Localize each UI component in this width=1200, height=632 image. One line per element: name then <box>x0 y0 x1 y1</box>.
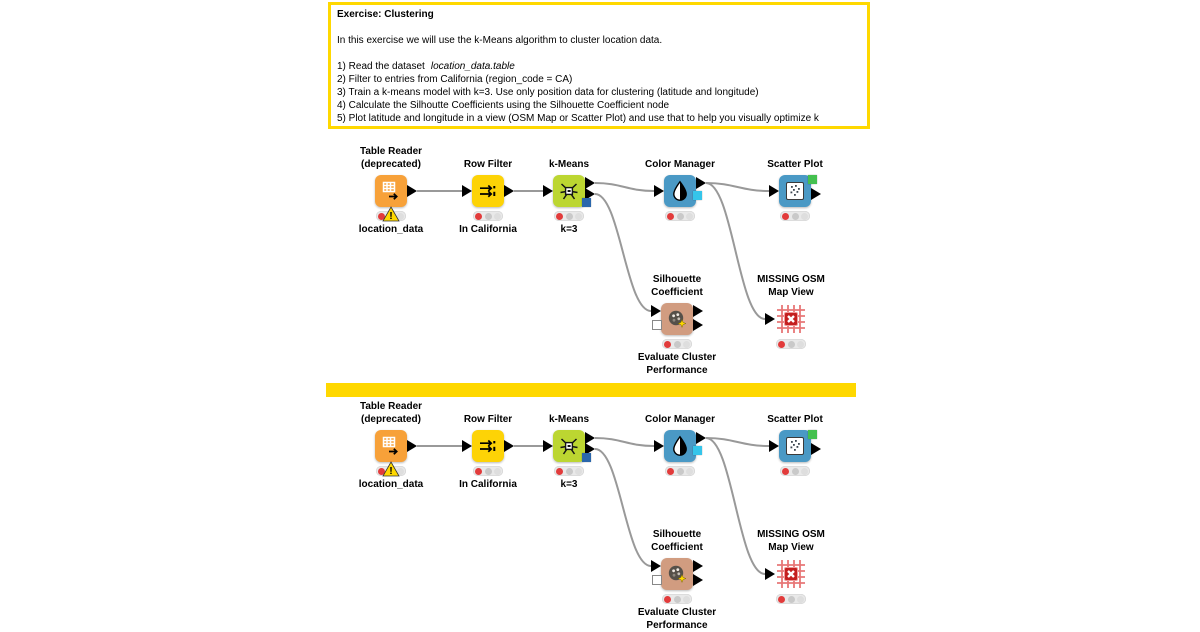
svg-text:!: ! <box>389 465 393 477</box>
node-caption-line: Evaluate Cluster <box>637 607 717 618</box>
input-port[interactable] <box>651 305 661 317</box>
input-port[interactable] <box>543 185 553 197</box>
status-off-dot <box>683 341 690 348</box>
input-port[interactable] <box>654 185 664 197</box>
node-table-reader[interactable] <box>375 175 407 207</box>
status-off-dot <box>485 213 492 220</box>
node-title-line: Color Manager <box>644 159 715 170</box>
node-caption-line: k=3 <box>560 224 578 235</box>
kmeans-cluster-icon <box>557 434 581 458</box>
kmeans-cluster-icon <box>557 179 581 203</box>
node-silhouette[interactable] <box>661 558 693 590</box>
node-title-line: Color Manager <box>644 414 715 425</box>
status-off-dot <box>566 213 573 220</box>
input-port[interactable] <box>654 440 664 452</box>
missing-node-icon <box>775 303 807 335</box>
node-caption <box>617 351 737 377</box>
node-scatter-plot[interactable] <box>779 430 811 462</box>
output-port[interactable] <box>504 440 514 452</box>
output-port[interactable] <box>693 560 703 572</box>
row-filter-icon <box>476 179 500 203</box>
node-title <box>509 158 629 171</box>
step1-dataset-name: location_data.table <box>430 61 515 72</box>
node-caption <box>617 606 737 632</box>
node-caption <box>509 478 629 491</box>
node-title <box>617 528 737 554</box>
node-title <box>731 528 851 554</box>
traffic-light <box>780 211 810 221</box>
status-off-dot <box>801 468 808 475</box>
node-title-line: Coefficient <box>651 287 703 298</box>
traffic-light <box>473 211 503 221</box>
node-title <box>620 158 740 171</box>
input-port[interactable] <box>462 185 472 197</box>
annotation-step-5: 5) Plot latitude and longitude in a view (OSM Map or Scatter Plot) and use that to help you visually optimize k <box>337 113 819 124</box>
status-red-dot <box>664 341 671 348</box>
status-off-dot <box>797 596 804 603</box>
node-title-line: Row Filter <box>463 159 513 170</box>
status-off-dot <box>566 468 573 475</box>
status-off-dot <box>677 213 684 220</box>
output-port[interactable] <box>808 430 817 439</box>
node-title-line: Silhouette <box>652 274 702 285</box>
traffic-light <box>665 466 695 476</box>
row-filter-icon <box>476 434 500 458</box>
input-port[interactable] <box>462 440 472 452</box>
status-off-dot <box>797 341 804 348</box>
silhouette-cluster-icon <box>665 562 689 586</box>
node-title-line: MISSING OSM <box>757 529 825 540</box>
node-color-manager[interactable] <box>664 175 696 207</box>
node-title <box>735 413 855 426</box>
status-red-dot <box>667 213 674 220</box>
node-title-line: Map View <box>768 287 814 298</box>
status-off-dot <box>674 596 681 603</box>
output-port[interactable] <box>693 319 703 331</box>
node-k-means[interactable] <box>553 175 585 207</box>
node-caption <box>509 223 629 236</box>
scatter-plot-icon <box>783 179 807 203</box>
node-title <box>735 158 855 171</box>
input-port[interactable] <box>652 320 662 330</box>
node-caption-line: Performance <box>646 365 708 376</box>
node-title <box>617 273 737 299</box>
input-port[interactable] <box>769 440 779 452</box>
output-port[interactable] <box>582 453 591 462</box>
warning-triangle-icon <box>382 206 400 222</box>
status-off-dot <box>788 341 795 348</box>
output-port[interactable] <box>811 443 821 455</box>
output-port[interactable] <box>693 191 702 200</box>
output-port[interactable] <box>582 198 591 207</box>
input-port[interactable] <box>769 185 779 197</box>
output-port[interactable] <box>808 175 817 184</box>
node-row-filter[interactable] <box>472 175 504 207</box>
node-title-line: Scatter Plot <box>767 414 823 425</box>
node-row-filter[interactable] <box>472 430 504 462</box>
node-title-line: (deprecated) <box>360 414 421 425</box>
color-droplet-icon <box>668 179 692 203</box>
traffic-light <box>662 594 692 604</box>
output-port[interactable] <box>811 188 821 200</box>
node-caption-line: Performance <box>646 620 708 631</box>
status-off-dot <box>677 468 684 475</box>
status-off-dot <box>686 468 693 475</box>
status-red-dot <box>664 596 671 603</box>
node-osm[interactable] <box>775 303 807 335</box>
status-off-dot <box>674 341 681 348</box>
table-icon <box>379 434 403 458</box>
status-off-dot <box>575 213 582 220</box>
annotation-step-4: 4) Calculate the Silhoutte Coefficients using the Silhouette Coefficient node <box>337 100 670 111</box>
status-red-dot <box>556 468 563 475</box>
node-title-line: k-Means <box>548 159 589 170</box>
output-port[interactable] <box>693 446 702 455</box>
node-color-manager[interactable] <box>664 430 696 462</box>
node-caption-line: location_data <box>358 224 424 235</box>
status-red-dot <box>667 468 674 475</box>
input-port[interactable] <box>765 313 775 325</box>
status-red-dot <box>778 596 785 603</box>
silhouette-cluster-icon <box>665 307 689 331</box>
node-k-means[interactable] <box>553 430 585 462</box>
status-red-dot <box>556 213 563 220</box>
node-scatter-plot[interactable] <box>779 175 811 207</box>
status-red-dot <box>782 213 789 220</box>
node-title-line: Scatter Plot <box>767 159 823 170</box>
missing-node-icon <box>775 558 807 590</box>
scatter-plot-icon <box>783 434 807 458</box>
node-title-line: (deprecated) <box>360 159 421 170</box>
output-port[interactable] <box>407 185 417 197</box>
status-red-dot <box>778 341 785 348</box>
status-red-dot <box>782 468 789 475</box>
status-off-dot <box>686 213 693 220</box>
status-off-dot <box>494 213 501 220</box>
node-title <box>620 413 740 426</box>
traffic-light <box>780 466 810 476</box>
node-title-line: Row Filter <box>463 414 513 425</box>
input-port[interactable] <box>765 568 775 580</box>
status-off-dot <box>788 596 795 603</box>
connection <box>595 183 654 191</box>
node-title-line: k-Means <box>548 414 589 425</box>
status-red-dot <box>475 213 482 220</box>
node-title-line: Coefficient <box>651 542 703 553</box>
connection <box>595 438 654 446</box>
traffic-light <box>473 466 503 476</box>
status-off-dot <box>792 468 799 475</box>
color-droplet-icon <box>668 434 692 458</box>
traffic-light <box>554 211 584 221</box>
output-port[interactable] <box>693 574 703 586</box>
output-port[interactable] <box>696 177 706 189</box>
traffic-light <box>776 594 806 604</box>
traffic-light <box>554 466 584 476</box>
node-caption-line: In California <box>459 479 517 490</box>
input-port[interactable] <box>651 560 661 572</box>
annotation-title: Exercise: Clustering <box>337 9 434 20</box>
node-title-line: Table Reader <box>359 401 423 412</box>
status-off-dot <box>792 213 799 220</box>
node-title-line: MISSING OSM <box>757 274 825 285</box>
node-caption-line: In California <box>459 224 517 235</box>
node-caption-line: k=3 <box>560 479 578 490</box>
output-port[interactable] <box>504 185 514 197</box>
annotation-step-2: 2) Filter to entries from California (region_code = CA) <box>337 74 573 85</box>
node-title <box>731 273 851 299</box>
node-silhouette[interactable] <box>661 303 693 335</box>
node-caption-line: Evaluate Cluster <box>637 352 717 363</box>
status-off-dot <box>575 468 582 475</box>
status-off-dot <box>485 468 492 475</box>
svg-text:!: ! <box>389 210 393 222</box>
traffic-light <box>662 339 692 349</box>
status-off-dot <box>494 468 501 475</box>
traffic-light <box>665 211 695 221</box>
node-title-line: Map View <box>768 542 814 553</box>
node-title-line: Table Reader <box>359 146 423 157</box>
step1-text: 1) Read the dataset <box>337 61 425 72</box>
output-port[interactable] <box>407 440 417 452</box>
node-osm[interactable] <box>775 558 807 590</box>
node-table-reader[interactable] <box>375 430 407 462</box>
node-caption-line: location_data <box>358 479 424 490</box>
status-off-dot <box>801 213 808 220</box>
status-red-dot <box>475 468 482 475</box>
annotation-step-3: 3) Train a k-means model with k=3. Use only position data for clustering (latitude and longitude) <box>337 87 759 98</box>
annotation-intro: In this exercise we will use the k-Means algorithm to cluster location data. <box>337 35 663 46</box>
status-off-dot <box>683 596 690 603</box>
node-title-line: Silhouette <box>652 529 702 540</box>
output-port[interactable] <box>696 432 706 444</box>
node-title <box>509 413 629 426</box>
input-port[interactable] <box>543 440 553 452</box>
traffic-light <box>776 339 806 349</box>
table-icon <box>379 179 403 203</box>
output-port[interactable] <box>693 305 703 317</box>
input-port[interactable] <box>652 575 662 585</box>
warning-triangle-icon <box>382 461 400 477</box>
